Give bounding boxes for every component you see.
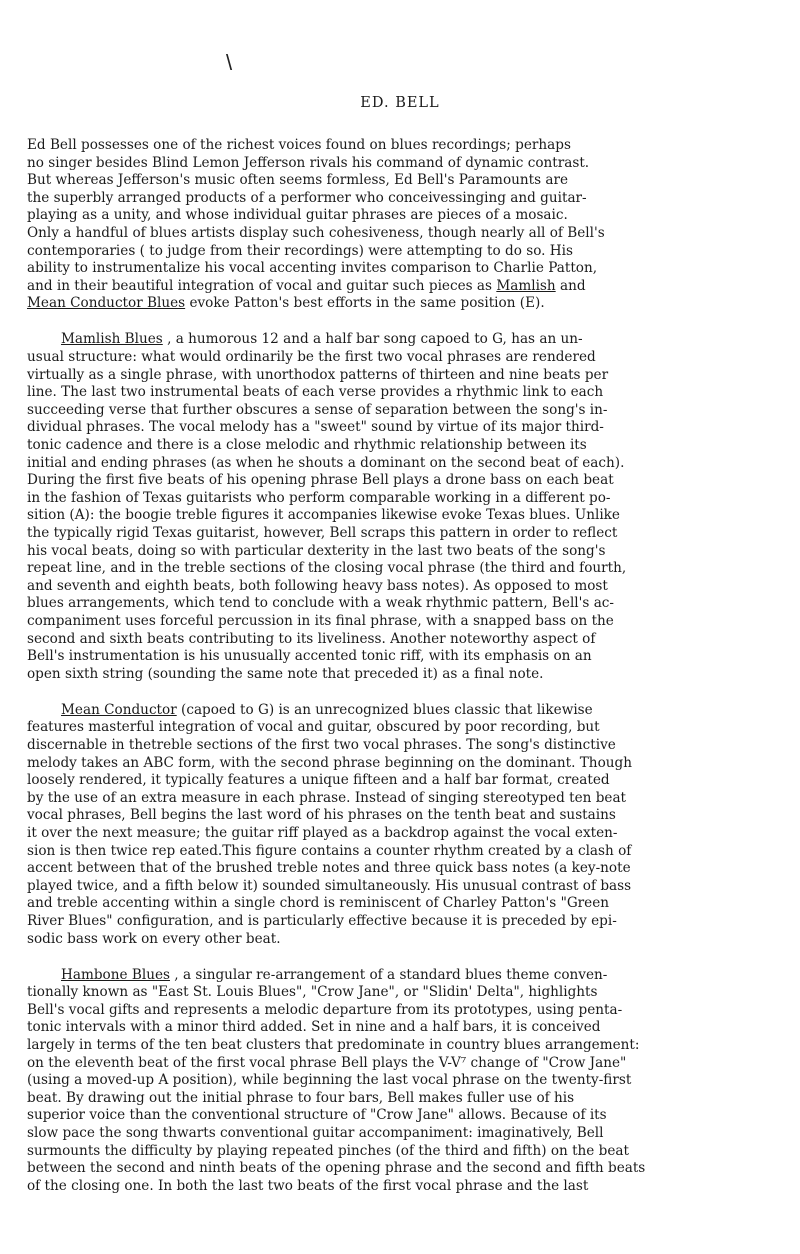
- text-line: superior voice than the conventional structure of "Crow Jane" allows. Because of its: [27, 1107, 607, 1124]
- document-body: [27, 137, 791, 1214]
- paragraph: [27, 331, 791, 683]
- text-line: surmounts the difficulty by playing repeated pinches (of the third and fifth) on the beat: [27, 1142, 629, 1159]
- paragraph: [27, 967, 791, 1196]
- stray-pen-mark: \: [226, 50, 233, 75]
- text-line: Bell's vocal gifts and represents a melodic departure from its prototypes, using penta-: [27, 1001, 623, 1018]
- text-line: open sixth string (sounding the same note that preceded it) as a final note.: [27, 665, 544, 682]
- text-line: by the use of an extra measure in each phrase. Instead of singing stereotyped ten beat: [27, 789, 627, 806]
- page-title: ED. BELL: [360, 95, 440, 111]
- text-line: Only a handful of blues artists display such cohesiveness, though nearly all of Bell's: [27, 224, 605, 241]
- text-line: Hambone Blues , a singular re-arrangement of a standard blues theme conven-: [61, 966, 608, 983]
- text-line: virtually as a single phrase, with unorthodox patterns of thirteen and nine beats per: [27, 366, 609, 383]
- text-line: second and sixth beats contributing to its liveliness. Another noteworthy aspect of: [27, 630, 596, 647]
- text-line: River Blues" configuration, and is particularly effective because it is preceded by epi-: [27, 912, 617, 929]
- text-line: tonic cadence and there is a close melodic and rhythmic relationship between its: [27, 437, 587, 453]
- text-line: slow pace the song thwarts conventional guitar accompaniment: imaginatively, Bell: [27, 1124, 604, 1141]
- text-line: between the second and ninth beats of the opening phrase and the second and fifth beats: [27, 1160, 646, 1177]
- text-line: initial and ending phrases (as when he shouts a dominant on the second beat of each).: [27, 454, 625, 471]
- text-line: it over the next measure; the guitar riff played as a backdrop against the vocal exten-: [27, 824, 618, 841]
- underlined-song-title: Mamlish: [496, 277, 556, 294]
- text-line: Mean Conductor Blues evoke Patton's best efforts in the same position (E).: [27, 295, 545, 312]
- text-line: in the fashion of Texas guitarists who perform comparable working in a different po-: [27, 489, 611, 506]
- underlined-song-title: Mamlish Blues: [61, 331, 163, 348]
- underlined-song-title: Mean Conductor: [61, 701, 177, 718]
- text-line: sion is then twice rep eated.This figure contains a counter rhythm created by a clash of: [27, 842, 632, 859]
- text-line: Bell's instrumentation is his unusually accented tonic riff, with its emphasis on an: [27, 648, 592, 665]
- text-line: Mean Conductor (capoed to G) is an unrecognized blues classic that likewise: [61, 701, 593, 718]
- text-line: and in their beautiful integration of vocal and guitar such pieces as Mamlish and: [27, 277, 586, 294]
- text-line: blues arrangements, which tend to conclude with a weak rhythmic pattern, Bell's ac-: [27, 595, 615, 612]
- text-line: vocal phrases, Bell begins the last word of his phrases on the tenth beat and sustains: [27, 807, 616, 824]
- text-line: line. The last two instrumental beats of each verse provides a rhythmic link to each: [27, 384, 604, 401]
- text-line: of the closing one. In both the last two beats of the first vocal phrase and the last: [27, 1177, 589, 1194]
- text-line: But whereas Jefferson's music often seems formless, Ed Bell's Paramounts are: [27, 172, 569, 189]
- text-line: beat. By drawing out the initial phrase to four bars, Bell makes fuller use of his: [27, 1089, 575, 1106]
- text-line: During the first five beats of his opening phrase Bell plays a drone bass on each beat: [27, 472, 614, 489]
- text-line: and seventh and eighth beats, both following heavy bass notes). As opposed to most: [27, 577, 608, 594]
- text-line: no singer besides Blind Lemon Jefferson rivals his command of dynamic contrast.: [27, 154, 590, 171]
- text-line: Ed Bell possesses one of the richest voices found on blues recordings; perhaps: [27, 137, 571, 153]
- paragraph: [27, 702, 791, 948]
- text-line: sition (A): the boogie treble figures it accompanies likewise evoke Texas blues. Unlike: [27, 507, 620, 524]
- underlined-song-title: Hambone Blues: [61, 966, 170, 983]
- text-line: playing as a unity, and whose individual guitar phrases are pieces of a mosaic.: [27, 207, 568, 224]
- paragraph: [27, 137, 791, 313]
- text-line: ability to instrumentalize his vocal accenting invites comparison to Charlie Patton,: [27, 260, 598, 277]
- text-line: the superbly arranged products of a performer who conceivessinging and guitar-: [27, 189, 587, 206]
- text-line: loosely rendered, it typically features a unique fifteen and a half bar format, created: [27, 772, 610, 789]
- text-line: dividual phrases. The vocal melody has a "sweet" sound by virtue of its major third-: [27, 419, 604, 436]
- text-line: tonic intervals with a minor third added. Set in nine and a half bars, it is conceived: [27, 1019, 601, 1036]
- text-line: features masterful integration of vocal and guitar, obscured by poor recording, but: [27, 719, 600, 736]
- text-line: (using a moved-up A position), while beginning the last vocal phrase on the twenty-first: [27, 1072, 632, 1089]
- text-line: played twice, and a fifth below it) sounded simultaneously. His unusual contrast of bass: [27, 877, 632, 894]
- text-line: and treble accenting within a single chord is reminiscent of Charley Patton's "Green: [27, 895, 610, 912]
- text-line: sodic bass work on every other beat.: [27, 930, 281, 947]
- text-line: accent between that of the brushed treble notes and three quick bass notes (a key-note: [27, 860, 631, 877]
- text-line: melody takes an ABC form, with the second phrase beginning on the dominant. Though: [27, 754, 632, 771]
- text-line: repeat line, and in the treble sections of the closing vocal phrase (the third and fourth,: [27, 560, 627, 577]
- text-line: the typically rigid Texas guitarist, however, Bell scraps this pattern in order to reflect: [27, 524, 618, 541]
- text-line: his vocal beats, doing so with particular dexterity in the last two beats of the song's: [27, 542, 606, 559]
- text-line: tionally known as "East St. Louis Blues", "Crow Jane", or "Slidin' Delta", highlights: [27, 984, 598, 1001]
- text-line: Mamlish Blues , a humorous 12 and a half bar song capoed to G, has an un-: [61, 331, 583, 348]
- text-line: succeeding verse that further obscures a sense of separation between the song's in-: [27, 401, 608, 418]
- text-line: largely in terms of the ten beat clusters that predominate in country blues arrangement:: [27, 1037, 640, 1053]
- underlined-song-title: Mean Conductor Blues: [27, 295, 186, 312]
- text-line: discernable in thetreble sections of the first two vocal phrases. The song's distinctive: [27, 737, 616, 753]
- text-line: usual structure: what would ordinarily be the first two vocal phrases are rendered: [27, 349, 596, 366]
- text-line: contemporaries ( to judge from their recordings) were attempting to do so. His: [27, 242, 573, 259]
- text-line: on the eleventh beat of the first vocal phrase Bell plays the V-V⁷ change of "Crow Jane": [27, 1054, 627, 1071]
- text-line: companiment uses forceful percussion in its final phrase, with a snapped bass on the: [27, 612, 614, 629]
